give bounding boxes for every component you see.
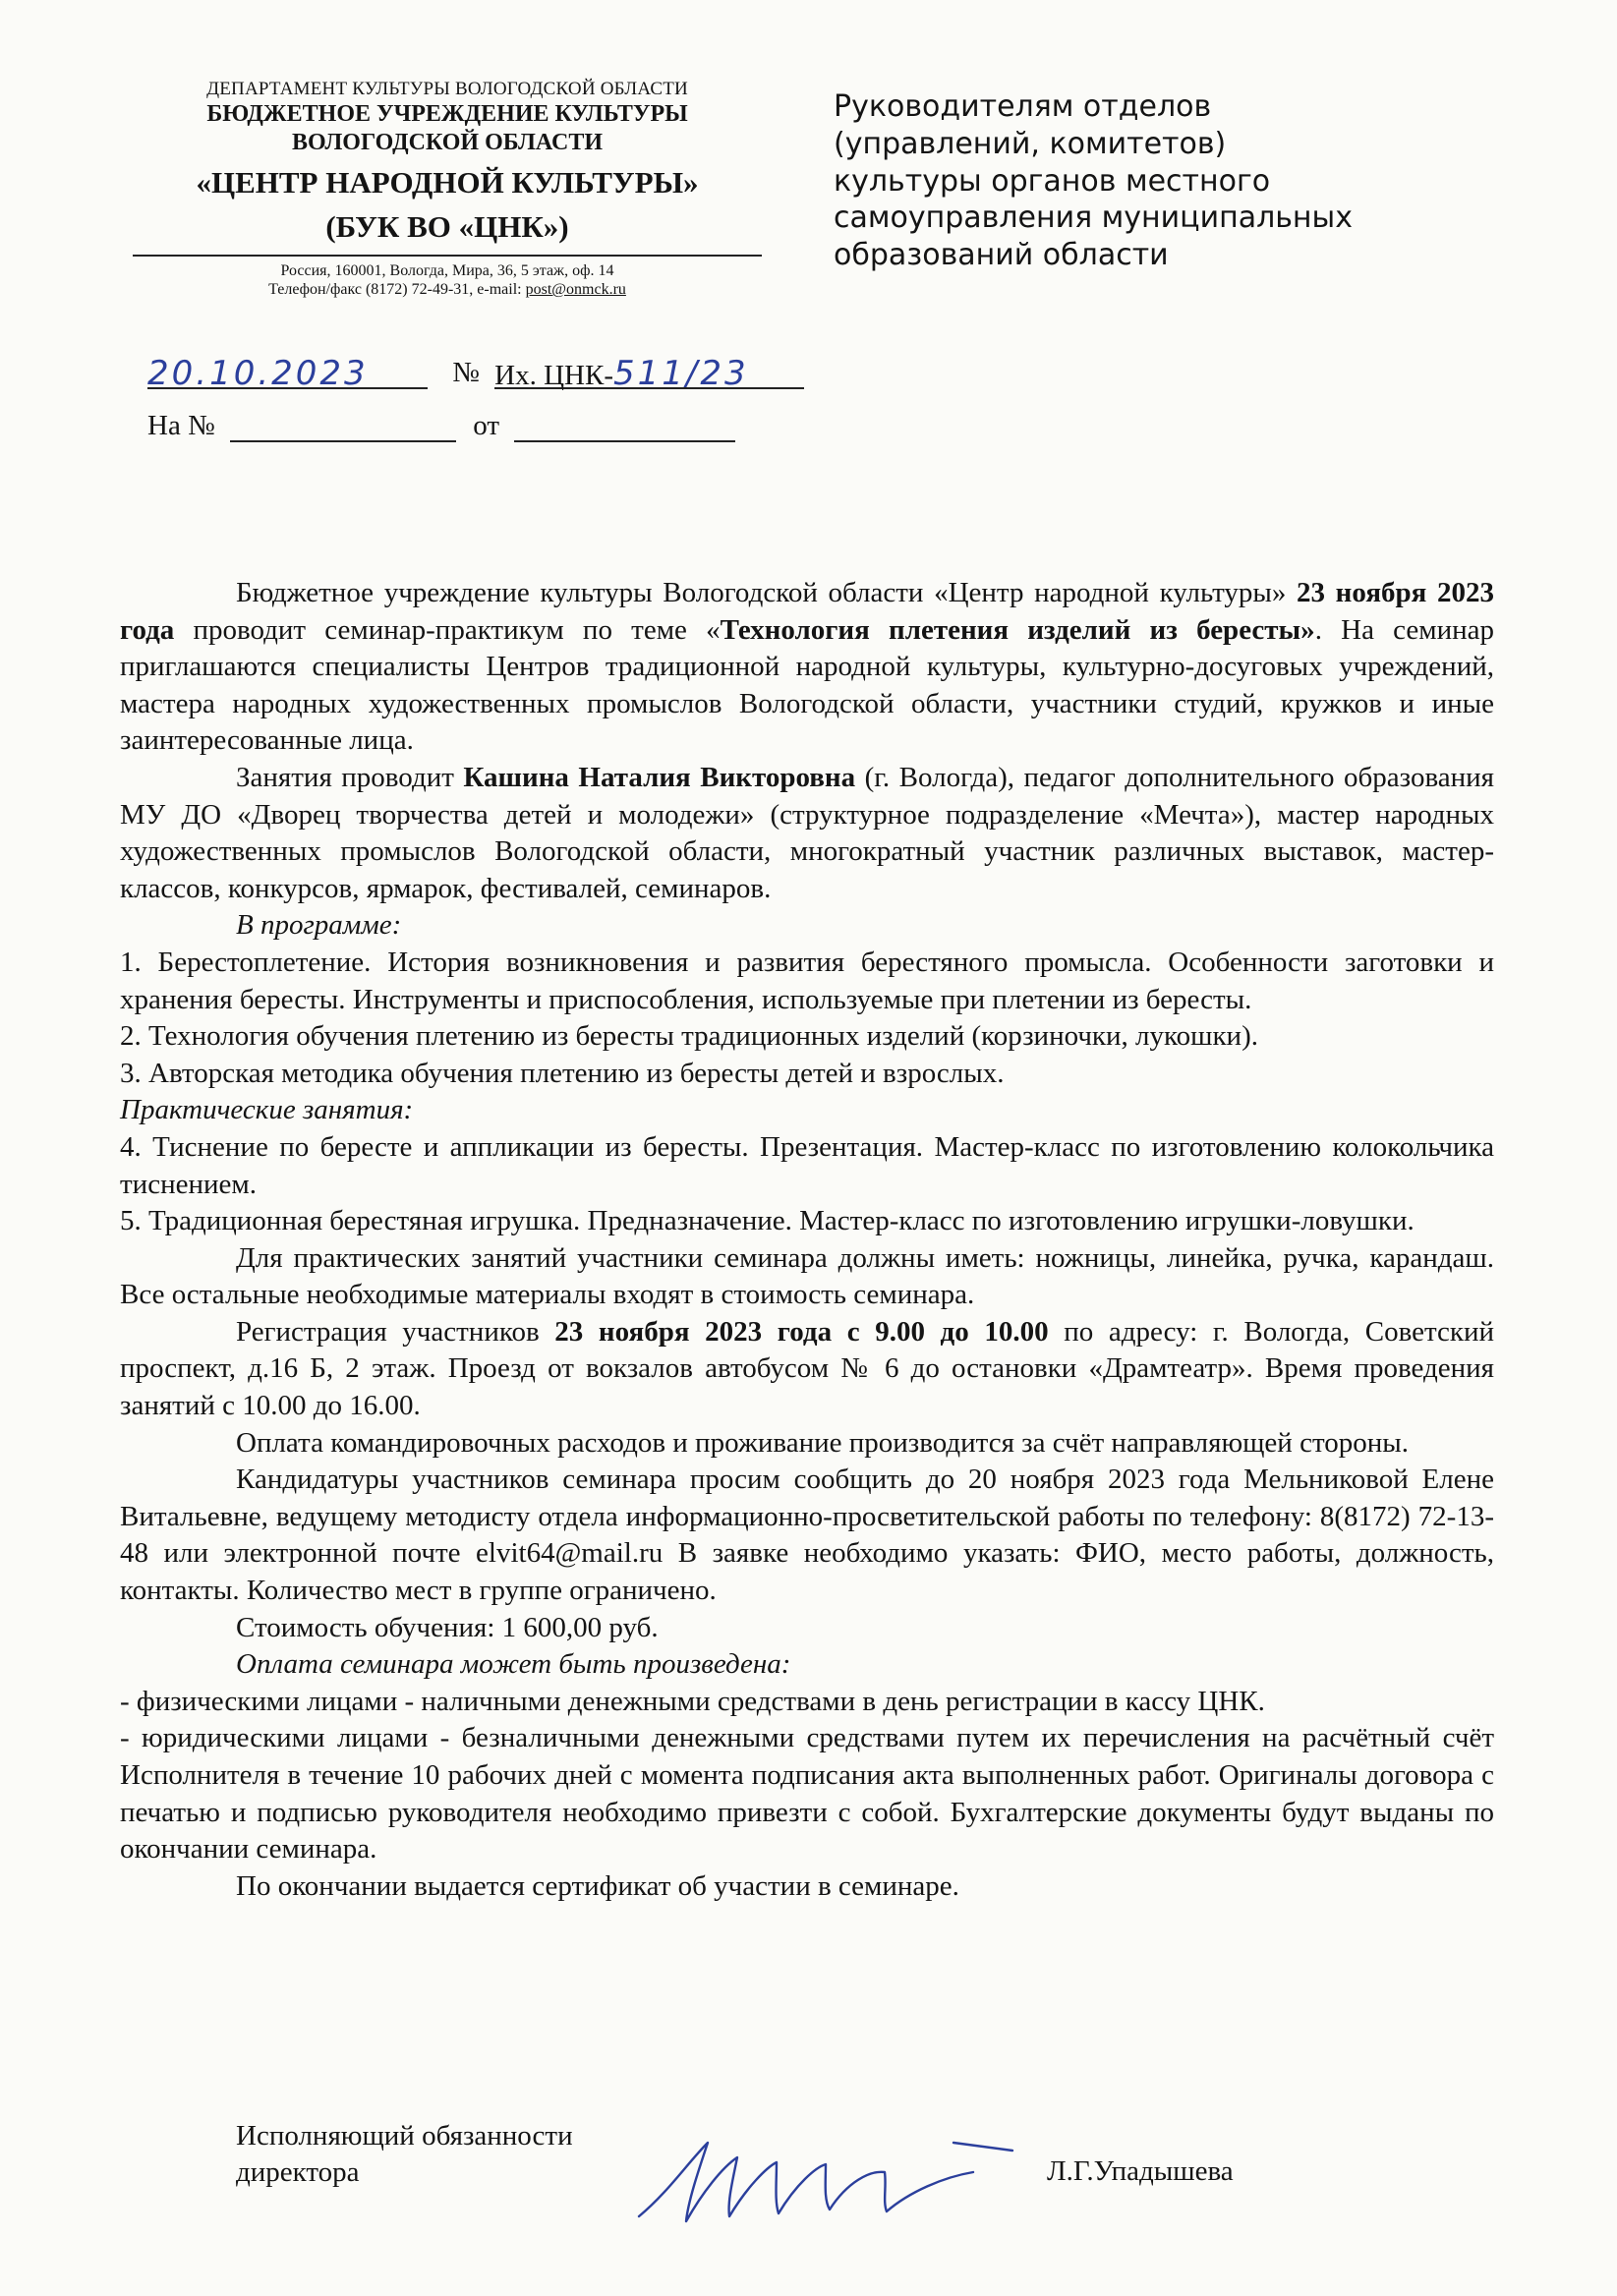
payment-heading: Оплата семинара может быть произведена:	[236, 1648, 791, 1681]
handwritten-number: 511/23	[613, 354, 749, 393]
org-phone: Телефон/факс (8172) 72-49-31, e-mail:	[268, 281, 526, 299]
org-address: Россия, 160001, Вологда, Мира, 36, 5 этаж, оф. 14	[280, 262, 614, 280]
letter-body	[120, 575, 1494, 1905]
certificate-paragraph: По окончании выдается сертификат об участии в семинаре.	[236, 1869, 959, 1902]
org-email-link[interactable]: post@onmck.ru	[525, 281, 626, 299]
date-field	[147, 354, 428, 393]
addressee-line: самоуправления муниципальных	[834, 201, 1353, 236]
addressee-line: образований области	[834, 238, 1169, 273]
program-item: 1. Берестоплетение. История возникновения и развития берестяного промысла. Особенности заготовки и хранения бересты. Инструменты и приспособления, используемые при плетении из бересты.	[120, 946, 1494, 1015]
number-field	[494, 354, 804, 393]
instructor-name: Кашина Наталия Викторовна	[463, 761, 856, 793]
from-label: от	[473, 410, 500, 441]
addressee-block	[834, 88, 1463, 274]
incoming-reference	[147, 407, 804, 460]
outgoing-reference	[147, 354, 804, 407]
letterhead	[128, 79, 767, 300]
reply-label: На №	[147, 410, 215, 441]
letterhead-divider	[133, 255, 762, 257]
practical-heading: Практические занятия:	[120, 1094, 414, 1126]
signatory-title-line1: Исполняющий обязанности	[236, 2120, 573, 2152]
addressee-line: (управлений, комитетов)	[834, 126, 1227, 161]
number-prefix: Их. ЦНК-	[494, 360, 614, 391]
signatory-title	[236, 2118, 573, 2191]
cost-paragraph: Стоимость обучения: 1 600,00 руб.	[236, 1611, 659, 1643]
program-item: 5. Традиционная берестяная игрушка. Предназначение. Мастер-класс по изготовлению игрушки-ловушки.	[120, 1205, 1415, 1237]
travel-paragraph: Оплата командировочных расходов и проживание производится за счёт направляющей стороны.	[236, 1426, 1409, 1459]
org-name-line2: ВОЛОГОДСКОЙ ОБЛАСТИ	[291, 129, 604, 155]
intro-paragraph: Бюджетное учреждение культуры Вологодской области «Центр народной культуры» 23 ноября 2023 года проводит семинар-практикум по теме «Технология плетения изделий из бересты». На семинар приглашаются специалисты Центров традиционной народной культуры, культурно-досуговых учреждений, мастера народных художественных промыслов Вологодской области, участники студий, кружков и иные заинтересованные лица.	[120, 577, 1494, 757]
registration-paragraph: Регистрация участников 23 ноября 2023 года с 9.00 до 10.00 по адресу: г. Вологда, Советский проспект, д.16 Б, 2 этаж. Проезд от вокзалов автобусом № 6 до остановки «Драмтеатр». Время проведения занятий с 10.00 до 16.00.	[120, 1315, 1495, 1422]
center-name-line1: «ЦЕНТР НАРОДНОЙ КУЛЬТУРЫ»	[196, 165, 699, 201]
addressee-line: Руководителям отделов	[834, 89, 1212, 124]
reply-date-field	[514, 407, 735, 442]
payment-item: - юридическими лицами - безналичными денежными средствами путем их перечисления на расчётный счёт Исполнителя в течение 10 рабочих дней с момента подписания акта выполненных работ. Оригиналы договора с печатью и подписью руководителя необходимо привезти с собой. Бухгалтерские документы будут выданы по окончании семинара.	[120, 1722, 1494, 1866]
department-name: ДЕПАРТАМЕНТ КУЛЬТУРЫ ВОЛОГОДСКОЙ ОБЛАСТИ	[206, 79, 688, 99]
addressee-line: культуры органов местного	[834, 163, 1271, 199]
instructor-paragraph: Занятия проводит Кашина Наталия Викторовна (г. Вологда), педагог дополнительного образования МУ ДО «Дворец творчества детей и молодежи» (структурное подразделение «Мечта»), мастер народных художественных промыслов Вологодской области, многократный участник различных выставок, мастер-классов, конкурсов, ярмарок, фестивалей, семинаров.	[120, 761, 1495, 904]
seminar-topic: Технология плетения изделий из бересты»	[720, 613, 1315, 646]
program-item: 3. Авторская методика обучения плетению из бересты детей и взрослых.	[120, 1057, 1005, 1089]
handwritten-date: 20.10.2023	[147, 354, 369, 393]
signatory-title-line2: директора	[236, 2156, 360, 2188]
candidates-paragraph: Кандидатуры участников семинара просим сообщить до 20 ноября 2023 года Мельниковой Елене Витальевне, ведущему методисту отдела информационно-просветительской работы по телефону: 8(8172) 72-13-48 или электронной почте elvit64@mail.ru В заявке необходимо указать: ФИО, место работы, должность, контакты. Количество мест в группе ограничено.	[120, 1464, 1494, 1607]
signatory-name: Л.Г.Упадышева	[1047, 2155, 1234, 2187]
event-date: 23 ноября 2023 года	[120, 577, 1494, 646]
payment-item: - физическими лицами - наличными денежными средствами в день регистрации в кассу ЦНК.	[120, 1685, 1265, 1717]
reference-block	[147, 354, 804, 460]
registration-time: 23 ноября 2023 года с 9.00 до 10.00	[554, 1315, 1049, 1348]
center-name-line2: (БУК ВО «ЦНК»)	[325, 209, 569, 245]
number-label: №	[452, 357, 480, 388]
org-contacts	[128, 281, 767, 300]
org-name-line1: БЮДЖЕТНОЕ УЧРЕЖДЕНИЕ КУЛЬТУРЫ	[206, 101, 688, 128]
program-heading: В программе:	[236, 909, 402, 942]
reply-number-field	[230, 407, 456, 442]
program-item: 2. Технология обучения плетению из бересты традиционных изделий (корзиночки, лукошки).	[120, 1020, 1258, 1053]
tools-paragraph: Для практических занятий участники семинара должны иметь: ножницы, линейка, ручка, карандаш. Все остальные необходимые материалы входят в стоимость семинара.	[120, 1241, 1494, 1311]
program-item: 4. Тиснение по бересте и аппликации из бересты. Презентация. Мастер-класс по изготовлению колокольчика тиснением.	[120, 1130, 1494, 1200]
handwritten-signature	[629, 2123, 1022, 2241]
